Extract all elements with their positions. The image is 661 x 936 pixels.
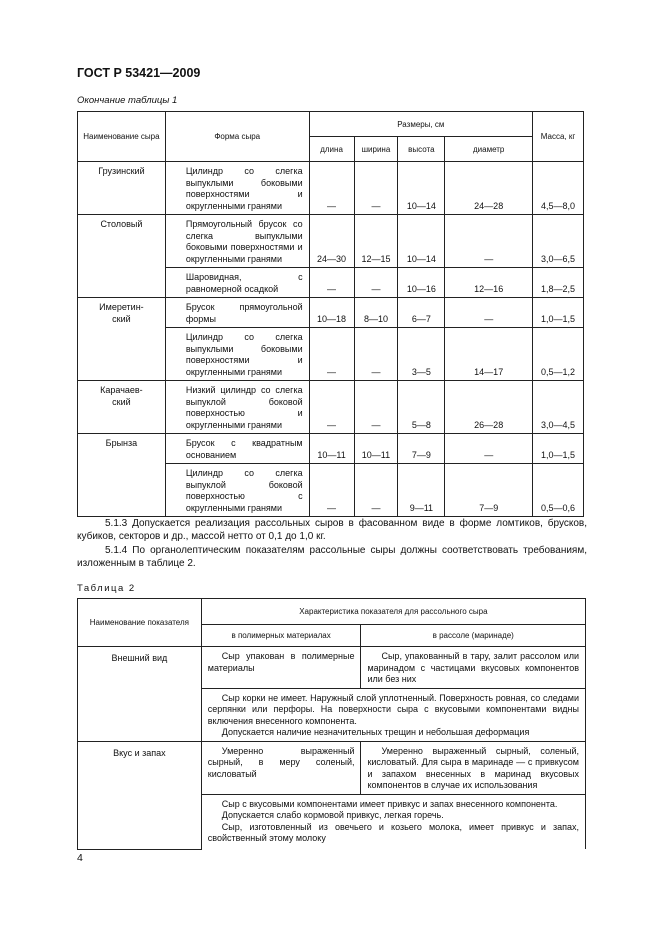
t1-cell-length: 10—11 bbox=[309, 434, 354, 464]
table-row bbox=[78, 298, 584, 328]
t1-cell-length: — bbox=[309, 328, 354, 381]
t1-cell-name: Имеретин- ский bbox=[78, 298, 166, 381]
t1-cell-diameter: 26—28 bbox=[445, 381, 533, 434]
t2-header-characteristic: Характеристика показателя для рассольного сыра bbox=[201, 599, 585, 625]
t1-cell-diameter: 14—17 bbox=[445, 328, 533, 381]
table-row bbox=[78, 381, 584, 434]
t1-cell-name: Грузинский bbox=[78, 162, 166, 215]
t1-cell-length: — bbox=[309, 268, 354, 298]
t2-header-name: Наименование показателя bbox=[78, 599, 202, 647]
t1-cell-height: 3—5 bbox=[398, 328, 445, 381]
t2-common-text: Допускается слабо кормовой привкус, легкая горечь. bbox=[221, 810, 444, 820]
t1-cell-mass: 3,0—4,5 bbox=[533, 381, 584, 434]
t2-cell-polymer: Умеренно выраженный сырный, в меру соленый, кисловатый bbox=[201, 741, 361, 794]
paragraph-5-1-3: 5.1.3 Допускается реализация рассольных сыров в фасованном виде в форме ломтиков, брусков, кубиков, секторов и др., массой нетто от 0,1 до 1,0 кг. bbox=[77, 518, 587, 542]
t1-header-length: длина bbox=[309, 137, 354, 162]
t1-cell-length: — bbox=[309, 464, 354, 517]
t1-cell-form: Низкий цилиндр со слегка выпуклой боковой поверхностью и округленными гранями bbox=[165, 381, 309, 434]
t1-header-sizes: Размеры, см bbox=[309, 112, 532, 137]
t1-header-width: ширина bbox=[354, 137, 398, 162]
t1-cell-width: — bbox=[354, 381, 398, 434]
t1-header-diameter: диаметр bbox=[445, 137, 533, 162]
t2-header-brine: в рассоле (маринаде) bbox=[361, 625, 586, 647]
t1-cell-width: 10—11 bbox=[354, 434, 398, 464]
t1-cell-name: Столовый bbox=[78, 215, 166, 298]
table-row bbox=[78, 434, 584, 464]
t1-cell-length: 10—18 bbox=[309, 298, 354, 328]
t1-cell-length: — bbox=[309, 162, 354, 215]
t2-header-polymer: в полимерных материалах bbox=[201, 625, 361, 647]
t1-cell-width: 8—10 bbox=[354, 298, 398, 328]
t2-cell-brine: Сыр, упакованный в тару, залит рассолом или маринадом с частицами вкусовых компонентов или без них bbox=[361, 647, 586, 689]
t1-cell-height: 10—14 bbox=[398, 215, 445, 268]
t1-cell-name: Брынза bbox=[78, 434, 166, 517]
t1-cell-form: Брусок с квадратным основанием bbox=[165, 434, 309, 464]
t2-cell-name: Вкус и запах bbox=[78, 741, 202, 849]
t1-header-height: высота bbox=[398, 137, 445, 162]
t1-cell-height: 10—16 bbox=[398, 268, 445, 298]
t1-cell-mass: 0,5—0,6 bbox=[533, 464, 584, 517]
table-row bbox=[78, 647, 586, 689]
t1-cell-diameter: — bbox=[445, 215, 533, 268]
t2-common-text: Допускается наличие незначительных трещин и небольшая деформация bbox=[221, 727, 530, 737]
t1-header-form: Форма сыра bbox=[165, 112, 309, 162]
t1-cell-diameter: 24—28 bbox=[445, 162, 533, 215]
t1-cell-form: Брусок прямоугольной формы bbox=[165, 298, 309, 328]
t2-cell-common bbox=[201, 688, 585, 741]
t1-header-name: Наименование сыра bbox=[78, 112, 166, 162]
t1-cell-width: — bbox=[354, 268, 398, 298]
page-number: 4 bbox=[77, 852, 83, 864]
t2-cell-brine: Умеренно выраженный сырный, соленый, кисловатый. Для сыра в маринаде — с привкусом и запахом внесенных в маринад вкусовых компонентов в случае их использования bbox=[361, 741, 586, 794]
t1-cell-width: 12—15 bbox=[354, 215, 398, 268]
t1-cell-form: Шаровидная, с равномерной осадкой bbox=[165, 268, 309, 298]
t1-cell-form: Цилиндр со слегка выпуклой боковой поверхностью с округленными гранями bbox=[165, 464, 309, 517]
table1 bbox=[77, 111, 584, 517]
t1-cell-diameter: — bbox=[445, 298, 533, 328]
t1-cell-height: 6—7 bbox=[398, 298, 445, 328]
table1-caption: Окончание таблицы 1 bbox=[77, 95, 178, 106]
t1-cell-width: — bbox=[354, 464, 398, 517]
t1-cell-diameter: — bbox=[445, 434, 533, 464]
t1-cell-width: — bbox=[354, 162, 398, 215]
t1-cell-height: 9—11 bbox=[398, 464, 445, 517]
t1-cell-mass: 1,8—2,5 bbox=[533, 268, 584, 298]
t2-common-text: Сыр с вкусовыми компонентами имеет привкус и запах внесенного компонента. bbox=[221, 798, 558, 809]
t1-cell-mass: 1,0—1,5 bbox=[533, 434, 584, 464]
t1-cell-form: Цилиндр со слегка выпуклыми боковыми поверхностями и округленными гранями bbox=[165, 162, 309, 215]
t2-cell-common bbox=[201, 794, 585, 849]
table-row bbox=[78, 215, 584, 268]
table-row bbox=[78, 741, 586, 794]
t1-cell-width: — bbox=[354, 328, 398, 381]
t1-cell-mass: 0,5—1,2 bbox=[533, 328, 584, 381]
t1-cell-form: Прямоугольный брусок со слегка выпуклыми боковыми поверхностями и округленными гранями bbox=[165, 215, 309, 268]
t2-common-text: Сыр корки не имеет. Наружный слой уплотненный. Поверхность ровная, со следами серпянки или перфоры. На поверхности сыра с вкусовыми компонентами видны включения внесенного компонента. bbox=[207, 692, 579, 726]
t2-common-text: Сыр, изготовленный из овечьего и козьего молока, имеет привкус и запах, свойственный этому молоку bbox=[207, 821, 579, 843]
t1-cell-length: 24—30 bbox=[309, 215, 354, 268]
t1-header-mass: Масса, кг bbox=[533, 112, 584, 162]
paragraph-5-1-4: 5.1.4 По органолептическим показателям рассольные сыры должны соответствовать требованиям, изложенным в таблице 2. bbox=[77, 545, 587, 569]
document-title: ГОСТ Р 53421—2009 bbox=[77, 66, 201, 80]
t1-cell-height: 5—8 bbox=[398, 381, 445, 434]
t2-cell-polymer: Сыр упакован в полимерные материалы bbox=[201, 647, 361, 689]
t1-cell-diameter: 12—16 bbox=[445, 268, 533, 298]
t1-cell-form: Цилиндр со слегка выпуклыми боковыми поверхностями и округленными гранями bbox=[165, 328, 309, 381]
t1-cell-mass: 4,5—8,0 bbox=[533, 162, 584, 215]
t1-cell-mass: 3,0—6,5 bbox=[533, 215, 584, 268]
t1-cell-mass: 1,0—1,5 bbox=[533, 298, 584, 328]
t1-cell-diameter: 7—9 bbox=[445, 464, 533, 517]
t1-cell-height: 10—14 bbox=[398, 162, 445, 215]
t1-cell-name: Карачаев- ский bbox=[78, 381, 166, 434]
t2-cell-name: Внешний вид bbox=[78, 647, 202, 742]
table2 bbox=[77, 598, 586, 850]
t1-cell-height: 7—9 bbox=[398, 434, 445, 464]
table-row bbox=[78, 162, 584, 215]
t1-cell-length: — bbox=[309, 381, 354, 434]
table2-caption: Таблица 2 bbox=[77, 583, 136, 594]
